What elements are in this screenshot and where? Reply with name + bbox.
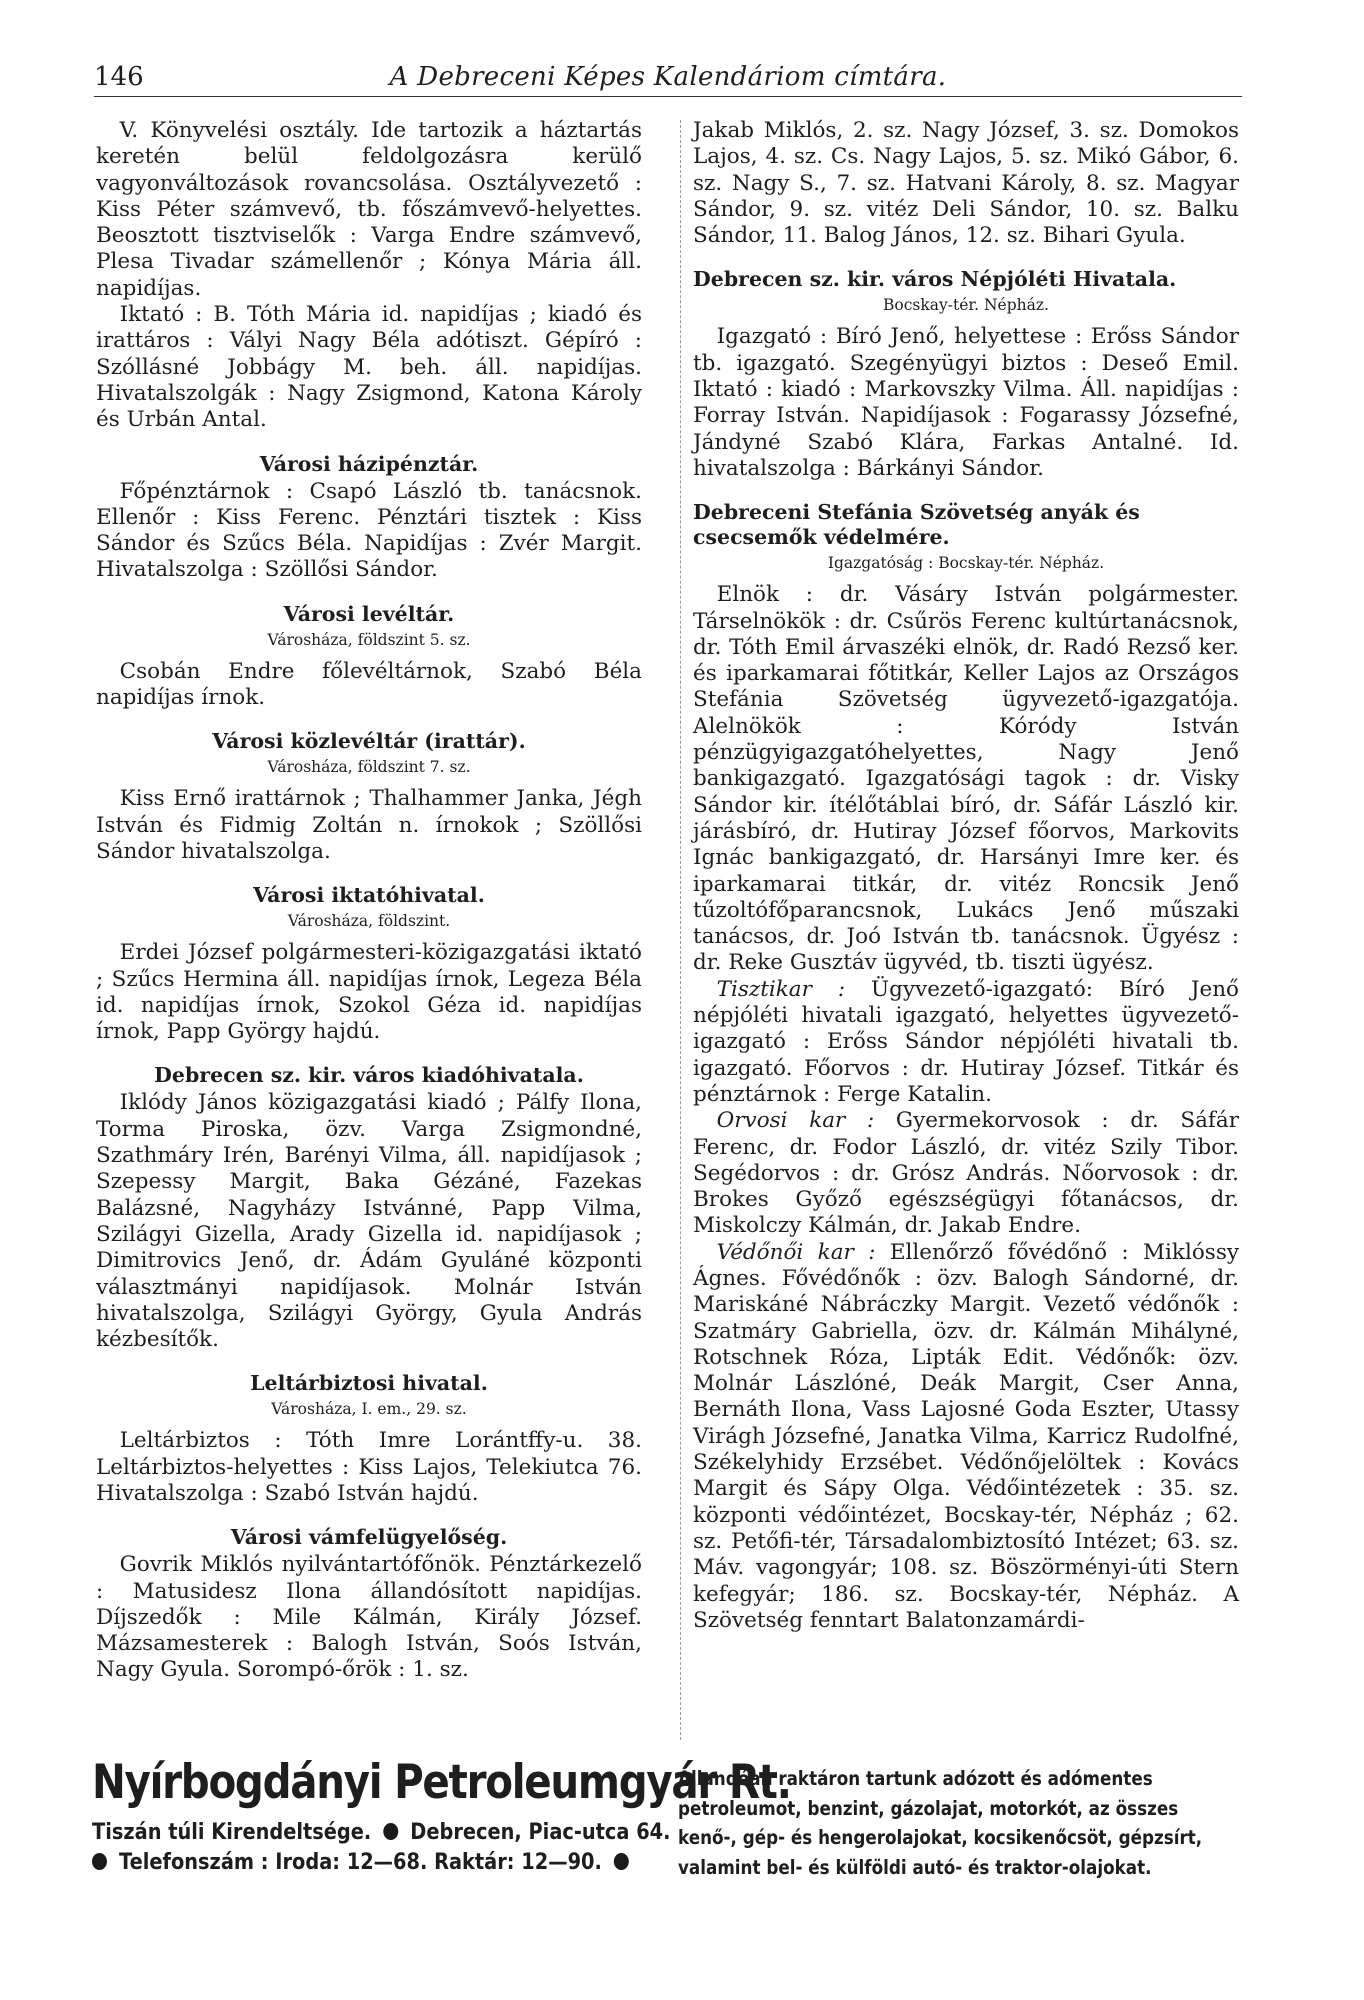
running-title: A Debreceni Képes Kalendáriom címtára. bbox=[389, 62, 947, 92]
ad-right-block bbox=[678, 1764, 1237, 1882]
section-title: Debrecen sz. kir. város kiadóhivatala. bbox=[154, 1063, 584, 1088]
directory-section bbox=[693, 500, 1239, 1634]
paragraph-lead: Védőnői kar : bbox=[716, 1239, 876, 1265]
right-column bbox=[693, 118, 1239, 1634]
paragraph-lead: Tisztikar : bbox=[716, 976, 846, 1002]
left-column bbox=[96, 118, 642, 1684]
section-paragraph: Csobán Endre főlevéltárnok, Szabó Béla napidíjas írnok. bbox=[96, 658, 642, 711]
page-header bbox=[94, 60, 1242, 97]
section-paragraph bbox=[693, 1108, 1239, 1239]
section-paragraph: Főpénztárnok : Csapó László tb. tanácsnok. Ellenőr : Kiss Ferenc. Pénztári tisztek : Kiss Sándor és Szűcs Béla. Napidíjas : Zvér Margit. Hivatalszolga : Szöllősi Sándor. bbox=[96, 478, 642, 583]
ad-right-line: petroleumot, benzint, gázolajat, motorkót, az összes bbox=[678, 1796, 1179, 1820]
ad-right-line: Állandóan raktáron tartunk adózott és adómentes bbox=[678, 1767, 1153, 1790]
section-paragraph: Erdei József polgármesteri-közigazgatási iktató ; Szűcs Hermina áll. napidíjas írnok, Legeza Béla id. napidíjas írnok, Szokol Géza id. napidíjas írnok, Papp György hajdú. bbox=[96, 940, 642, 1045]
ad-right-line: kenő-, gép- és hengerolajokat, kocsikenőcsöt, gépzsírt, bbox=[678, 1826, 1203, 1849]
section-address: Városháza, földszint 7. sz. bbox=[267, 758, 471, 777]
column-divider bbox=[680, 120, 682, 1740]
paragraph-text: Gyermekorvosok : dr. Sáfár Ferenc, dr. Fodor László, dr. vitéz Szily Tibor. Segédorvos : dr. Grósz András. Nőorvosok : dr. Brokes Győző egészségügyi főtanácsos, dr. Miskolczy Kálmán, dr. Jakab Endre. bbox=[693, 1108, 1239, 1239]
paragraph-text: Igazgató : Bíró Jenő, helyettese : Erőss Sándor tb. igazgató. Szegényügyi biztos : Deseő Emil. Iktató : kiadó : Markovszky Vilma. Áll. napidíjas : Forray István. Napidíjasok : Fogarassy Józsefné, Jándyné Szabó Klára, Farkas Antalné. Id. hivatalszolga : Bárkányi Sándor. bbox=[693, 324, 1239, 481]
section-title: Leltárbiztosi hivatal. bbox=[250, 1371, 488, 1396]
ad-right-line: valamint bel- és külföldi autó- és traktor-olajokat. bbox=[678, 1855, 1152, 1879]
directory-section bbox=[96, 1525, 642, 1683]
page-number: 146 bbox=[94, 62, 144, 92]
section-title: Városi levéltár. bbox=[283, 601, 455, 626]
section-title: Városi iktatóhivatal. bbox=[253, 883, 485, 908]
section-title: Városi házipénztár. bbox=[259, 451, 479, 476]
ad-branch: Tiszán túli Kirendeltsége. bbox=[92, 1820, 372, 1845]
section-paragraph: Kiss Ernő irattárnok ; Thalhammer Janka, Jégh István és Fidmig Zoltán n. írnokok ; Szöllősi Sándor hivatalszolga. bbox=[96, 786, 642, 864]
section-title: Debrecen sz. kir. város Népjóléti Hivatala. bbox=[693, 267, 1177, 292]
directory-section bbox=[96, 883, 642, 1045]
advertisement bbox=[92, 1754, 1248, 1904]
directory-section bbox=[96, 729, 642, 865]
section-paragraph: V. Könyvelési osztály. Ide tartozik a háztartás keretén belül feldolgozásra kerülő vagyonváltozások rovancsolása. Osztályvezető : Kiss Péter számvevő, tb. főszámvevő-helyettes. Beosztott tisztviselők : Varga Endre számvevő, Plesa Tivadar számellenőr ; Kónya Mária áll. napidíjas. bbox=[96, 118, 642, 301]
directory-section bbox=[96, 452, 642, 584]
directory-section bbox=[96, 602, 642, 712]
section-paragraph bbox=[693, 324, 1239, 482]
paragraph-text: Elnök : dr. Vásáry István polgármester. Társelnökök : dr. Csűrös Ferenc kultúrtanácsnok, dr. Tóth Emil árvaszéki elnök, dr. Radó Rezső ker. és iparkamarai főtitkár, Keller Lajos az Országos Stefánia Szövetség ügyvezető-igazgatója. Alelnökök : Kóródy István pénzügyigazgatóhelyettes, Nagy Jenő bankigazgató. Igazgatósági tagok : dr. Visky Sándor kir. ítélőtáblai bíró, dr. Sáfár László kir. járásbíró, dr. Hutiray József főorvos, Markovits Ignác bankigazgató, dr. Harsányi Imre ker. és iparkamarai titkár, dr. vitéz Roncsik Jenő tűzoltófőparancsnok, Lukács Jenő műszaki tanácsos, dr. Joó István tb. tanácsnok. Ügyész : dr. Reke Gusztáv ügyvéd, tb. tiszti ügyész. bbox=[693, 582, 1239, 976]
directory-section bbox=[693, 267, 1239, 482]
section-address: Városháza, földszint 5. sz. bbox=[267, 630, 471, 649]
bullet-icon bbox=[92, 1853, 107, 1870]
section-address: Városháza, I. em., 29. sz. bbox=[271, 1400, 467, 1419]
section-paragraph bbox=[693, 977, 1239, 1108]
section-title: Városi közlevéltár (irattár). bbox=[212, 729, 526, 754]
ad-left-block bbox=[92, 1754, 791, 1878]
paragraph-text: Ügyvezető-igazgató: Bíró Jenő népjóléti hivatali igazgató, helyettes ügyvezető-igazgató : Erőss Sándor népjóléti hivatali tb. igazgató. Főorvos : dr. Hutiray József. Titkár és pénztárnok : Ferge Katalin. bbox=[693, 976, 1240, 1107]
ad-company-name: Nyírbogdányi Petroleumgyár Rt. bbox=[92, 1755, 791, 1810]
section-title: Városi vámfelügyelőség. bbox=[230, 1525, 508, 1550]
ad-branch-line bbox=[92, 1818, 671, 1848]
ad-branch-address: Debrecen, Piac-utca 64. bbox=[410, 1820, 671, 1845]
bullet-icon bbox=[614, 1853, 629, 1870]
section-paragraph: Iktató : B. Tóth Mária id. napidíjas ; kiadó és irattáros : Vályi Nagy Béla adótiszt. Gépíró : Szóllásné Jobbágy M. beh. áll. napidíjas. Hivatalszolgák : Nagy Zsigmond, Katona Károly és Urbán Antal. bbox=[96, 302, 642, 433]
section-paragraph: Govrik Miklós nyilvántartófőnök. Pénztárkezelő : Matusidesz Ilona állandósított napidíjas. Díjszedők : Mile Kálmán, Király József. Mázsamesterek : Balogh István, Soós István, Nagy Gyula. Sorompó-őrök : 1. sz. bbox=[96, 1552, 642, 1683]
directory-section bbox=[96, 118, 642, 434]
section-paragraph: Leltárbiztos : Tóth Imre Lorántffy-u. 38. Leltárbiztos-helyettes : Kiss Lajos, Telekiutca 76. Hivatalszolga : Szabó István hajdú. bbox=[96, 1428, 642, 1506]
section-paragraph bbox=[693, 1240, 1239, 1634]
directory-section bbox=[96, 1063, 642, 1353]
bullet-icon bbox=[383, 1823, 398, 1840]
ad-phone: Telefonszám : Iroda: 12—68. Raktár: 12—90. bbox=[118, 1850, 602, 1875]
section-paragraph bbox=[693, 582, 1239, 976]
section-paragraph: Iklódy János közigazgatási kiadó ; Pálfy Ilona, Torma Piroska, özv. Varga Zsigmondné, Szathmáry Irén, Barényi Vilma, áll. napidíjasok ; Szepessy Margit, Baka Gézáné, Fazekas Balázsné, Nagyházy Istvánné, Papp Vilma, Szilágyi Gizella, Arady Gizella id. napidíjasok ; Dimitrovics Jenő, dr. Ádám Gyuláné központi választmányi napidíjasok. Molnár István hivatalszolga, Szilágyi György, Gyula András kézbesítők. bbox=[96, 1090, 642, 1353]
section-address: Városháza, földszint. bbox=[287, 912, 451, 931]
ad-phone-line bbox=[92, 1848, 602, 1878]
section-title: Debreceni Stefánia Szövetség anyák és csecsemők védelmére. bbox=[693, 500, 1140, 550]
paragraph-text: Ellenőrző fővédőnő : Miklóssy Ágnes. Fővédőnők : özv. Balogh Sándorné, dr. Mariskáné Nábráczky Margit. Vezető védőnők : Szatmáry Gabriella, özv. dr. Kálmán Mihályné, Rotschnek Róza, Lipták Edit. Védőnők: özv. Molnár Lászlóné, Deák Margit, Cser Anna, Bernáth Ilona, Vass Lajosné Goda Eszter, Utassy Virágh Józsefné, Janatka Vilma, Karricz Rudolfné, Székelyhidy Erzsébet. Védőnőjelöltek : Kovács Margit és Sápy Olga. Védőintézetek : 35. sz. központi védőintézet, Bocskay-tér, Népház ; 62. sz. Petőfi-tér, Társadalombiztosító Intézet; 63. sz. Máv. vagongyár; 108. sz. Böszörményi-úti Stern kefegyár; 186. sz. Bocskay-tér, Népház. A Szövetség fenntart Balatonzamárdi- bbox=[693, 1239, 1239, 1633]
paragraph-lead: Orvosi kar : bbox=[716, 1108, 875, 1134]
directory-section bbox=[96, 1371, 642, 1507]
section-address: Igazgatóság : Bocskay-tér. Népház. bbox=[827, 554, 1105, 573]
continuation-paragraph: Jakab Miklós, 2. sz. Nagy József, 3. sz. Domokos Lajos, 4. sz. Cs. Nagy Lajos, 5. sz. Mikó Gábor, 6. sz. Nagy S., 7. sz. Hatvani Károly, 8. sz. Magyar Sándor, 9. sz. vitéz Deli Sándor, 10. sz. Balku Sándor, 11. Balog János, 12. sz. Bihari Gyula. bbox=[693, 118, 1239, 249]
section-address: Bocskay-tér. Népház. bbox=[883, 296, 1049, 315]
